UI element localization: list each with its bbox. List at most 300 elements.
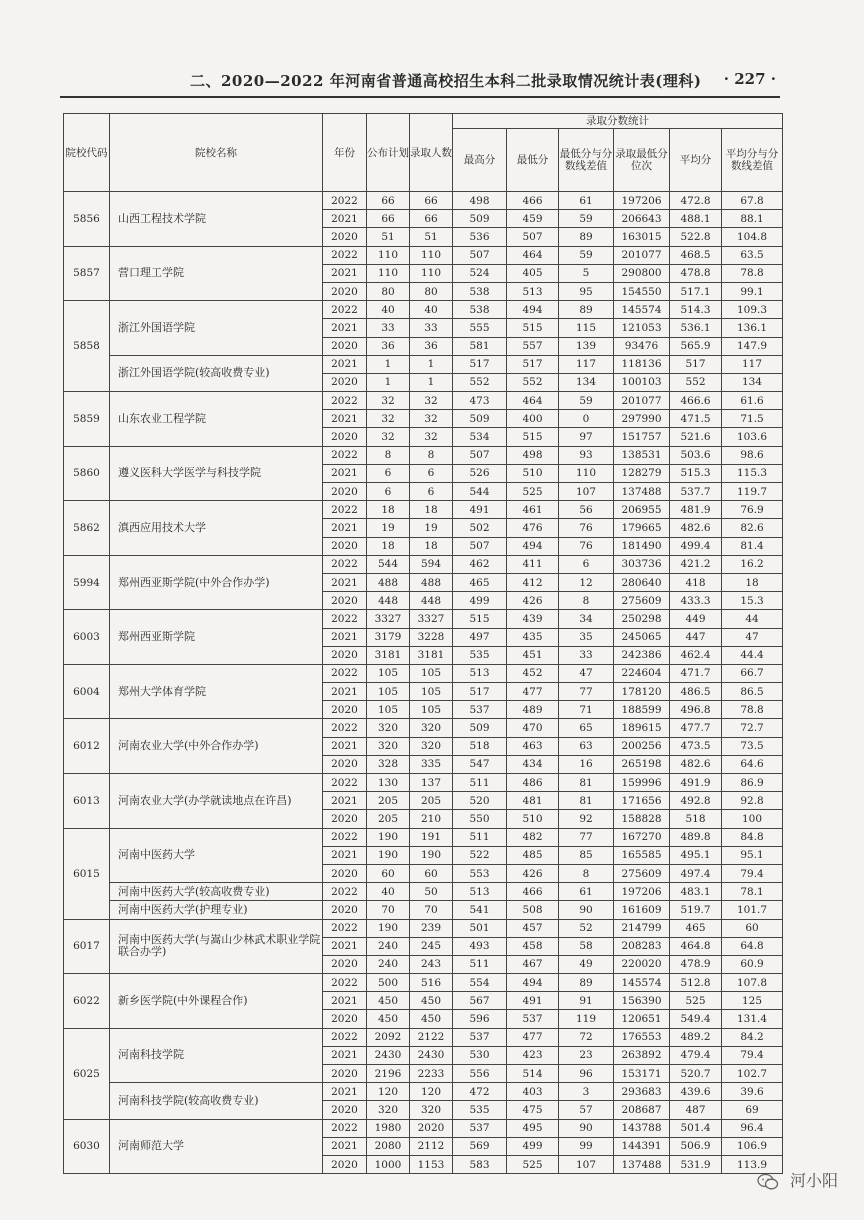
table-cell: 265198 (614, 755, 670, 773)
table-cell: 33 (410, 319, 453, 337)
table-cell: 503.6 (670, 446, 722, 464)
table-cell: 191 (410, 828, 453, 846)
table-cell: 158828 (614, 810, 670, 828)
table-cell: 107 (559, 1155, 614, 1173)
table-cell: 145574 (614, 974, 670, 992)
table-cell: 481.9 (670, 501, 722, 519)
table-cell: 418 (670, 573, 722, 591)
school-name-cell: 郑州西亚斯学院(中外合作办学) (110, 555, 323, 610)
table-cell: 60 (367, 864, 410, 882)
table-cell: 40 (367, 301, 410, 319)
table-cell: 59 (559, 210, 614, 228)
table-cell: 2020 (323, 228, 367, 246)
table-cell: 498 (507, 446, 559, 464)
table-cell: 2021 (323, 319, 367, 337)
school-code-cell: 6012 (64, 719, 110, 774)
table-cell: 2020 (323, 955, 367, 973)
table-cell: 245 (410, 937, 453, 955)
header-plan: 公布计划 (367, 114, 410, 192)
table-cell: 84.8 (722, 828, 783, 846)
table-cell: 163015 (614, 228, 670, 246)
school-name-cell: 河南农业大学(办学就读地点在许昌) (110, 774, 323, 829)
table-cell: 95.1 (722, 846, 783, 864)
table-cell: 553 (453, 864, 507, 882)
table-cell: 450 (410, 1010, 453, 1028)
table-cell: 118136 (614, 355, 670, 373)
table-cell: 33 (367, 319, 410, 337)
table-cell: 2020 (323, 1065, 367, 1083)
table-cell: 471.7 (670, 664, 722, 682)
table-cell: 95 (559, 282, 614, 300)
table-cell: 134 (559, 373, 614, 391)
table-row (64, 1028, 783, 1046)
table-cell: 552 (670, 373, 722, 391)
table-cell: 491 (453, 501, 507, 519)
table-cell: 2080 (367, 1137, 410, 1155)
table-cell: 489.2 (670, 1028, 722, 1046)
table-cell: 89 (559, 228, 614, 246)
table-cell: 537 (453, 1119, 507, 1137)
table-cell: 105 (367, 664, 410, 682)
table-cell: 466 (507, 883, 559, 901)
table-cell: 107.8 (722, 974, 783, 992)
table-cell: 190 (367, 846, 410, 864)
table-cell: 59 (559, 246, 614, 264)
table-cell: 240 (367, 955, 410, 973)
table-cell: 448 (367, 592, 410, 610)
table-cell: 96 (559, 1065, 614, 1083)
table-cell: 502 (453, 519, 507, 537)
table-cell: 2021 (323, 846, 367, 864)
table-cell: 2020 (323, 337, 367, 355)
table-cell: 2020 (323, 646, 367, 664)
table-cell: 76.9 (722, 501, 783, 519)
table-cell: 66 (410, 210, 453, 228)
table-cell: 497.4 (670, 864, 722, 882)
table-cell: 18 (367, 501, 410, 519)
table-cell: 2022 (323, 774, 367, 792)
table-cell: 499.4 (670, 537, 722, 555)
school-code-cell: 6017 (64, 919, 110, 974)
table-cell: 63 (559, 737, 614, 755)
table-cell: 2022 (323, 610, 367, 628)
table-cell: 159996 (614, 774, 670, 792)
table-cell: 2021 (323, 737, 367, 755)
table-cell: 489 (507, 701, 559, 719)
school-code-cell: 6013 (64, 774, 110, 829)
table-cell: 472.8 (670, 192, 722, 210)
table-cell: 66.7 (722, 664, 783, 682)
table-cell: 581 (453, 337, 507, 355)
table-cell: 2020 (323, 592, 367, 610)
page-title: 二、2020—2022 年河南省普通高校招生本科二批录取情况统计表(理科) (190, 72, 702, 90)
table-cell: 550 (453, 810, 507, 828)
table-cell: 464 (507, 392, 559, 410)
school-code-cell: 5858 (64, 301, 110, 392)
table-cell: 92.8 (722, 792, 783, 810)
table-cell: 515.3 (670, 464, 722, 482)
school-code-cell: 6030 (64, 1119, 110, 1174)
table-cell: 89 (559, 301, 614, 319)
table-cell: 99.1 (722, 282, 783, 300)
table-cell: 6 (410, 483, 453, 501)
table-cell: 475 (507, 1101, 559, 1119)
table-cell: 535 (453, 1101, 507, 1119)
table-cell: 2022 (323, 883, 367, 901)
table-cell: 520.7 (670, 1065, 722, 1083)
table-cell: 36 (410, 337, 453, 355)
table-cell: 70 (367, 901, 410, 919)
table-cell: 525 (507, 483, 559, 501)
table-cell: 449 (670, 610, 722, 628)
table-cell: 468.5 (670, 246, 722, 264)
table-cell: 3327 (410, 610, 453, 628)
table-cell: 439.6 (670, 1083, 722, 1101)
table-cell: 280640 (614, 573, 670, 591)
table-cell: 293683 (614, 1083, 670, 1101)
table-cell: 93 (559, 446, 614, 464)
school-code-cell: 6025 (64, 1028, 110, 1119)
table-cell: 515 (507, 428, 559, 446)
table-cell: 69 (722, 1101, 783, 1119)
table-cell: 557 (507, 337, 559, 355)
table-cell: 2022 (323, 392, 367, 410)
table-cell: 498 (453, 192, 507, 210)
page-number: · 227 · (723, 70, 776, 88)
table-cell: 19 (367, 519, 410, 537)
table-cell: 6 (559, 555, 614, 573)
table-cell: 596 (453, 1010, 507, 1028)
table-cell: 61.6 (722, 392, 783, 410)
table-cell: 110 (410, 264, 453, 282)
table-cell: 320 (367, 719, 410, 737)
table-cell: 78.1 (722, 883, 783, 901)
table-cell: 143788 (614, 1119, 670, 1137)
table-cell: 2021 (323, 683, 367, 701)
table-cell: 2020 (323, 1101, 367, 1119)
table-cell: 2021 (323, 355, 367, 373)
table-cell: 320 (367, 1101, 410, 1119)
table-cell: 506.9 (670, 1137, 722, 1155)
table-cell: 2021 (323, 519, 367, 537)
table-cell: 473.5 (670, 737, 722, 755)
table-cell: 2430 (410, 1046, 453, 1064)
table-cell: 243 (410, 955, 453, 973)
table-cell: 507 (453, 537, 507, 555)
table-cell: 495 (507, 1119, 559, 1137)
school-name-cell: 遵义医科大学医学与科技学院 (110, 446, 323, 501)
table-cell: 106.9 (722, 1137, 783, 1155)
table-cell: 84.2 (722, 1028, 783, 1046)
table-cell: 197206 (614, 883, 670, 901)
table-cell: 2020 (323, 1155, 367, 1173)
school-name-cell: 滇西应用技术大学 (110, 501, 323, 556)
table-cell: 290800 (614, 264, 670, 282)
table-cell: 507 (507, 228, 559, 246)
school-code-cell: 6022 (64, 974, 110, 1029)
table-cell: 120 (410, 1083, 453, 1101)
table-row (64, 355, 783, 373)
table-cell: 72.7 (722, 719, 783, 737)
table-cell: 58 (559, 937, 614, 955)
table-cell: 297990 (614, 410, 670, 428)
table-row (64, 246, 783, 264)
table-cell: 2022 (323, 919, 367, 937)
table-cell: 8 (559, 592, 614, 610)
table-cell: 190 (367, 919, 410, 937)
table-cell: 2021 (323, 992, 367, 1010)
table-cell: 536.1 (670, 319, 722, 337)
table-cell: 471.5 (670, 410, 722, 428)
wechat-icon (757, 1173, 779, 1191)
table-cell: 167270 (614, 828, 670, 846)
table-cell: 64.6 (722, 755, 783, 773)
table-cell: 537 (453, 701, 507, 719)
table-cell: 450 (367, 992, 410, 1010)
table-cell: 2021 (323, 410, 367, 428)
table-cell: 525 (507, 1155, 559, 1173)
table-cell: 2022 (323, 192, 367, 210)
table-cell: 3179 (367, 628, 410, 646)
table-cell: 19 (410, 519, 453, 537)
table-cell: 556 (453, 1065, 507, 1083)
table-cell: 117 (722, 355, 783, 373)
table-cell: 439 (507, 610, 559, 628)
table-cell: 516 (410, 974, 453, 992)
table-row (64, 883, 783, 901)
school-name-cell: 浙江外国语学院 (110, 301, 323, 356)
table-cell: 335 (410, 755, 453, 773)
table-cell: 2233 (410, 1065, 453, 1083)
table-cell: 421.2 (670, 555, 722, 573)
table-cell: 552 (507, 373, 559, 391)
table-cell: 47 (722, 628, 783, 646)
table-cell: 2021 (323, 1137, 367, 1155)
table-row (64, 664, 783, 682)
school-name-cell: 山西工程技术学院 (110, 192, 323, 247)
table-cell: 97 (559, 428, 614, 446)
table-cell: 492.8 (670, 792, 722, 810)
header-year: 年份 (323, 114, 367, 192)
header-min: 最低分 (507, 129, 559, 192)
table-cell: 12 (559, 573, 614, 591)
table-cell: 513 (453, 664, 507, 682)
table-cell: 119.7 (722, 483, 783, 501)
table-cell: 512.8 (670, 974, 722, 992)
table-cell: 47 (559, 664, 614, 682)
table-cell: 3181 (367, 646, 410, 664)
table-cell: 39.6 (722, 1083, 783, 1101)
table-cell: 147.9 (722, 337, 783, 355)
page-header (60, 66, 780, 98)
table-cell: 511 (453, 828, 507, 846)
table-cell: 513 (507, 282, 559, 300)
table-cell: 70 (410, 901, 453, 919)
table-cell: 489.8 (670, 828, 722, 846)
school-code-cell: 5857 (64, 246, 110, 301)
table-cell: 2022 (323, 1119, 367, 1137)
school-name-cell: 河南科技学院(较高收费专业) (110, 1083, 323, 1119)
table-cell: 71.5 (722, 410, 783, 428)
table-cell: 2022 (323, 555, 367, 573)
table-cell: 448 (410, 592, 453, 610)
table-cell: 2196 (367, 1065, 410, 1083)
table-cell: 434 (507, 755, 559, 773)
table-cell: 263892 (614, 1046, 670, 1064)
table-cell: 2020 (410, 1119, 453, 1137)
table-cell: 33 (559, 646, 614, 664)
table-cell: 544 (367, 555, 410, 573)
school-code-cell: 5856 (64, 192, 110, 247)
table-row (64, 901, 783, 919)
table-cell: 479.4 (670, 1046, 722, 1064)
school-name-cell: 浙江外国语学院(较高收费专业) (110, 355, 323, 391)
table-cell: 495.1 (670, 846, 722, 864)
table-cell: 80 (410, 282, 453, 300)
table-cell: 91 (559, 992, 614, 1010)
school-name-cell: 山东农业工程学院 (110, 392, 323, 447)
table-cell: 153171 (614, 1065, 670, 1083)
table-cell: 190 (367, 828, 410, 846)
table-cell: 15.3 (722, 592, 783, 610)
table-cell: 2020 (323, 537, 367, 555)
table-cell: 120651 (614, 1010, 670, 1028)
table-cell: 197206 (614, 192, 670, 210)
table-cell: 32 (410, 392, 453, 410)
table-cell: 104.8 (722, 228, 783, 246)
table-cell: 3181 (410, 646, 453, 664)
school-name-cell: 河南中医药大学(护理专业) (110, 901, 323, 919)
table-cell: 119 (559, 1010, 614, 1028)
table-cell: 488.1 (670, 210, 722, 228)
table-cell: 32 (410, 410, 453, 428)
table-cell: 2022 (323, 1028, 367, 1046)
table-cell: 520 (453, 792, 507, 810)
table-cell: 125 (722, 992, 783, 1010)
table-cell: 486.5 (670, 683, 722, 701)
table-cell: 18 (367, 537, 410, 555)
table-cell: 403 (507, 1083, 559, 1101)
table-cell: 522.8 (670, 228, 722, 246)
table-cell: 491 (507, 992, 559, 1010)
table-row (64, 392, 783, 410)
table-cell: 467 (507, 955, 559, 973)
table-cell: 477 (507, 1028, 559, 1046)
table-cell: 16 (559, 755, 614, 773)
table-cell: 433.3 (670, 592, 722, 610)
table-cell: 35 (559, 628, 614, 646)
table-cell: 509 (453, 719, 507, 737)
table-cell: 50 (410, 883, 453, 901)
table-cell: 451 (507, 646, 559, 664)
table-cell: 514.3 (670, 301, 722, 319)
table-cell: 60 (722, 919, 783, 937)
table-cell: 137 (410, 774, 453, 792)
table-cell: 2022 (323, 828, 367, 846)
table-cell: 134 (722, 373, 783, 391)
table-cell: 6 (367, 483, 410, 501)
table-cell: 0 (559, 410, 614, 428)
header-score-group: 录取分数统计 (453, 114, 783, 129)
table-cell: 507 (453, 246, 507, 264)
table-cell: 250298 (614, 610, 670, 628)
table-cell: 509 (453, 210, 507, 228)
table-cell: 66 (367, 210, 410, 228)
table-cell: 171656 (614, 792, 670, 810)
table-cell: 73.5 (722, 737, 783, 755)
table-cell: 466 (507, 192, 559, 210)
table-cell: 100103 (614, 373, 670, 391)
table-body (64, 192, 783, 1174)
table-cell: 1153 (410, 1155, 453, 1173)
school-code-cell: 5859 (64, 392, 110, 447)
table-cell: 86.9 (722, 774, 783, 792)
table-cell: 485 (507, 846, 559, 864)
table-cell: 242386 (614, 646, 670, 664)
school-code-cell: 6015 (64, 828, 110, 919)
table-cell: 32 (367, 410, 410, 428)
table-cell: 2020 (323, 483, 367, 501)
table-cell: 2021 (323, 573, 367, 591)
table-cell: 52 (559, 919, 614, 937)
table-cell: 2021 (323, 792, 367, 810)
table-row (64, 1119, 783, 1137)
school-name-cell: 河南农业大学(中外合作办学) (110, 719, 323, 774)
table-row (64, 974, 783, 992)
table-cell: 137488 (614, 483, 670, 501)
school-code-cell: 5994 (64, 555, 110, 610)
table-cell: 86.5 (722, 683, 783, 701)
table-cell: 515 (507, 319, 559, 337)
table-cell: 466.6 (670, 392, 722, 410)
table-cell: 583 (453, 1155, 507, 1173)
table-cell: 536 (453, 228, 507, 246)
table-cell: 34 (559, 610, 614, 628)
table-cell: 190 (410, 846, 453, 864)
table-cell: 206643 (614, 210, 670, 228)
header-avg: 平均分 (670, 129, 722, 192)
table-cell: 2020 (323, 282, 367, 300)
table-row (64, 1083, 783, 1101)
table-cell: 459 (507, 210, 559, 228)
table-cell: 32 (367, 392, 410, 410)
table-cell: 2020 (323, 755, 367, 773)
table-cell: 130 (367, 774, 410, 792)
table-cell: 423 (507, 1046, 559, 1064)
table-cell: 32 (367, 428, 410, 446)
table-cell: 2020 (323, 864, 367, 882)
watermark-text: 河小阳 (789, 1171, 838, 1190)
table-cell: 487 (670, 1101, 722, 1119)
table-cell: 63.5 (722, 246, 783, 264)
table-cell: 486 (507, 774, 559, 792)
table-cell: 6 (410, 464, 453, 482)
table-cell: 210 (410, 810, 453, 828)
table-cell: 90 (559, 1119, 614, 1137)
table-cell: 90 (559, 901, 614, 919)
table-cell: 521.6 (670, 428, 722, 446)
table-cell: 2022 (323, 974, 367, 992)
table-cell: 110 (559, 464, 614, 482)
table-cell: 1 (410, 355, 453, 373)
table-cell: 115 (559, 319, 614, 337)
table-cell: 82.6 (722, 519, 783, 537)
table-cell: 538 (453, 282, 507, 300)
table-cell: 2022 (323, 719, 367, 737)
table-cell: 476 (507, 519, 559, 537)
table-cell: 567 (453, 992, 507, 1010)
table-cell: 5 (559, 264, 614, 282)
